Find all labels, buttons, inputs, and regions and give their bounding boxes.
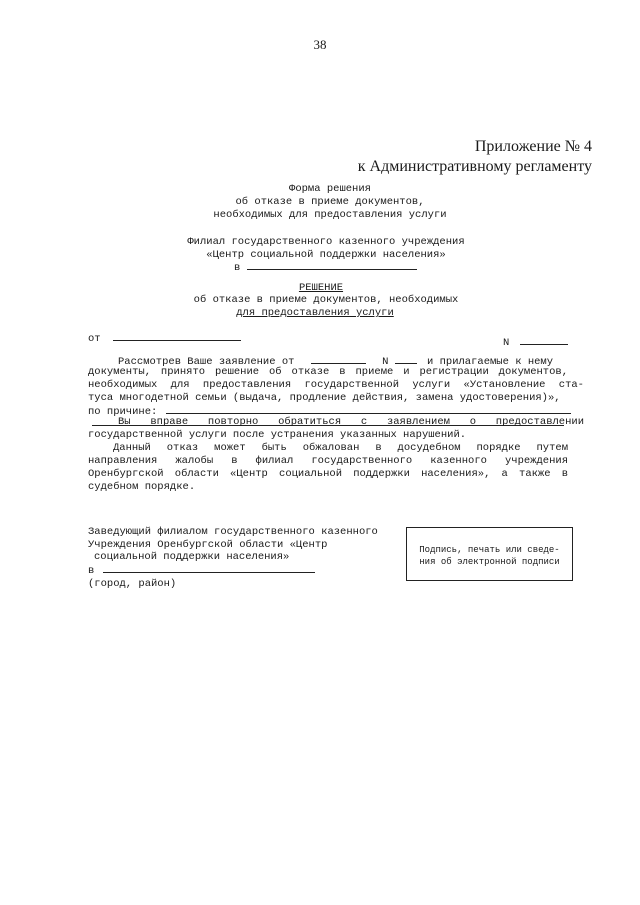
branch-line1: Филиал государственного казенного учреждения bbox=[187, 236, 465, 248]
branch-line2: «Центр социальной поддержки населения» bbox=[206, 249, 446, 261]
reason-blank bbox=[166, 403, 571, 414]
branch-blank bbox=[247, 259, 417, 270]
p3-line4: судебном порядке. bbox=[88, 481, 196, 493]
appendix-subtitle: к Административному регламенту bbox=[357, 158, 592, 175]
p1-line1-a: Рассмотрев Ваше заявление от bbox=[118, 356, 295, 368]
signature-box-text bbox=[407, 544, 572, 568]
p1-number-blank bbox=[395, 353, 417, 364]
p3-line3: Оренбургской области «Центр социальной поддержки населения», а также в bbox=[88, 468, 568, 480]
branch-prefix: в bbox=[234, 262, 241, 274]
p1-date-blank bbox=[311, 353, 366, 364]
signature-box-line1: Подпись, печать или сведе- bbox=[419, 545, 560, 555]
number-label: N bbox=[503, 337, 510, 349]
form-title-line2: об отказе в приеме документов, bbox=[235, 196, 425, 208]
signature-blank bbox=[103, 562, 315, 573]
date-row bbox=[88, 330, 241, 345]
branch-line3 bbox=[234, 259, 417, 274]
signature-line1: Заведующий филиалом государственного казенного bbox=[88, 526, 378, 538]
signature-line4 bbox=[88, 562, 315, 577]
p2-line1: Вы вправе повторно обратиться с заявлением о предоставлении bbox=[118, 416, 584, 428]
p1-line1-b: и прилагаемые к нему bbox=[427, 356, 554, 368]
signature-line3: социальной поддержки населения» bbox=[94, 551, 290, 563]
signature-line5: (город, район) bbox=[88, 578, 177, 590]
reason-label: по причине: bbox=[88, 406, 158, 418]
p2-line2: государственной услуги после устранения указанных нарушений. bbox=[88, 429, 467, 441]
p1-number-label: N bbox=[382, 356, 389, 368]
p1-line4: туса многодетной семьи (выдача, продление действия, замена удостоверения)», bbox=[88, 392, 561, 404]
p3-line2: направления жалобы в филиал государственного казенного учреждения bbox=[88, 455, 568, 467]
form-title-line1: Форма решения bbox=[289, 183, 371, 195]
decision-title: РЕШЕНИЕ bbox=[298, 282, 344, 294]
signature-prefix: в bbox=[88, 565, 95, 577]
signature-box-line2: ния об электронной подписи bbox=[419, 557, 560, 567]
appendix-title: Приложение № 4 bbox=[474, 138, 592, 155]
form-title-line3: необходимых для предоставления услуги bbox=[213, 209, 447, 221]
number-row bbox=[503, 334, 568, 349]
number-blank bbox=[520, 334, 568, 345]
from-label: от bbox=[88, 333, 101, 345]
p1-line3: необходимых для предоставления государственной услуги «Установление ста- bbox=[88, 379, 584, 391]
page-number: 38 bbox=[313, 37, 327, 52]
p1-line2: документы, принято решение об отказе в приеме и регистрации документов, bbox=[88, 366, 568, 378]
date-blank bbox=[113, 330, 241, 341]
p3-line1: Данный отказ может быть обжалован в досудебном порядке путем bbox=[113, 442, 568, 454]
decision-line2: для предоставления услуги bbox=[236, 307, 394, 319]
signature-box bbox=[406, 527, 573, 581]
decision-line1: об отказе в приеме документов, необходимых bbox=[193, 294, 459, 306]
signature-line2: Учреждения Оренбургской области «Центр bbox=[88, 539, 328, 551]
